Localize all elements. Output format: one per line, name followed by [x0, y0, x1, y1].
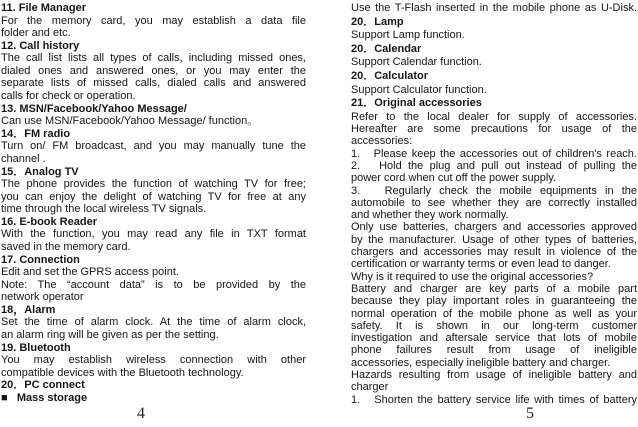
body-text-line: automobile to see whether they are correctly installed: [351, 196, 637, 209]
page-number-right: 5: [526, 405, 534, 422]
body-text-line: Hazards resulting from usage of ineligible battery and: [351, 368, 637, 381]
body-text-line: separate lists of missed calls, dialed calls and answered: [1, 77, 306, 90]
page-number-left: 4: [137, 405, 145, 422]
body-text-line: The call list lists all types of calls, including missed ones,: [1, 52, 306, 65]
body-text-line: time through the local wireless TV signals.: [1, 203, 207, 216]
body-text-line: calls for check or operation.: [1, 90, 136, 103]
body-text-line: Set the time of alarm clock. At the time of alarm clock,: [1, 316, 306, 329]
body-text-line: you can enjoy the delight of watching TV for free at any: [1, 190, 306, 203]
body-text-line: Turn on/ FM broadcast, and you may manually tune the: [1, 140, 306, 153]
body-text-line: network operator: [1, 291, 84, 304]
body-text-line: The phone provides the function of watching TV for free;: [1, 178, 306, 191]
body-text-line: compatible devices with the Bluetooth technology.: [1, 366, 244, 379]
section-heading-line: 20．Lamp: [351, 15, 404, 28]
body-text-line: and whether they work normally.: [351, 209, 509, 222]
body-text-line: power cord when cut off the power supply.: [351, 172, 557, 185]
body-text-line: Support Lamp function.: [351, 29, 465, 42]
body-text-line: by the manufacturer. Usage of other types of batteries,: [351, 233, 637, 246]
body-text-line: certification or warranty terms or even lead to danger.: [351, 258, 611, 271]
body-text-line: Support Calendar function.: [351, 56, 482, 69]
body-text-line: chargers and accessories may result in violence of the: [351, 246, 637, 259]
section-heading-line: 21．Original accessories: [351, 97, 482, 110]
body-text-line: accessories, especially ineligible battery and charger.: [351, 356, 611, 369]
page-right-text-column: [351, 2, 637, 406]
body-text-line: investigation and aftersale service that lots of mobile: [351, 332, 637, 345]
section-heading-line: 17. Connection: [1, 253, 80, 266]
body-text-line: accessories:: [351, 135, 413, 148]
section-heading-line: 12. Call history: [1, 39, 80, 52]
body-text-line: 2. Hold the plug and pull out instead of pulling the: [351, 159, 637, 172]
page-left-text-column: [1, 2, 306, 405]
body-text-line: because they play important roles in guaranteeing the: [351, 295, 637, 308]
body-text-line: Use the T-Flash inserted in the mobile phone as U-Disk.: [351, 2, 637, 14]
section-heading-line: 16. E-book Reader: [1, 215, 97, 228]
body-text-line: Edit and set the GPRS access point.: [1, 266, 179, 279]
body-text-line: dialed ones and answered ones, or you may enter the: [1, 64, 306, 77]
manual-page-left: [1, 2, 306, 405]
section-heading-line: 20．Calendar: [351, 42, 422, 55]
body-text-line: Battery and charger are key parts of a mobile part: [351, 282, 637, 295]
body-text-line: normal operation of the mobile phone as well as your: [351, 307, 637, 320]
section-heading-line: 11. File Manager: [1, 2, 86, 14]
body-text-line: Can use MSN/Facebook/Yahoo Message/ function。: [1, 115, 259, 128]
body-text-line: Support Calculator function.: [351, 83, 487, 96]
body-text-line: Note: The “account data” is to be provided by the: [1, 278, 306, 291]
section-heading-line: 15．Analog TV: [1, 165, 79, 178]
body-text-line: Why is it required to use the original accessories?: [351, 270, 594, 283]
manual-page-right: [351, 2, 637, 406]
section-heading-line: 18，Alarm: [1, 303, 56, 316]
body-text-line: 1. Shorten the battery service life with times of battery: [351, 393, 637, 406]
body-text-line: You may establish wireless connection with other: [1, 354, 306, 367]
body-text-line: charger: [351, 381, 389, 394]
body-text-line: 1. Please keep the accessories out of children's reach.: [351, 147, 637, 160]
section-heading-line: 14．FM radio: [1, 127, 71, 140]
body-text-line: an alarm ring will be given as per the setting.: [1, 329, 219, 342]
body-text-line: Only use batteries, chargers and accessories approved: [351, 221, 637, 234]
body-text-line: safety. It is shown in our long-term customer: [351, 319, 637, 332]
body-text-line: With the function, you may read any file in TXT format: [1, 228, 306, 241]
body-text-line: 3. Regularly check the mobile equipments in the: [351, 184, 637, 197]
section-heading-line: 19. Bluetooth: [1, 341, 71, 354]
body-text-line: saved in the memory card.: [1, 240, 131, 253]
section-heading-line: 13. MSN/Facebook/Yahoo Message/: [1, 102, 187, 115]
body-text-line: phone failures result from usage of ineligible: [351, 344, 637, 357]
bullet-heading-line: ■ Mass storage: [1, 391, 88, 404]
body-text-line: For the memory card, you may establish a data file: [1, 14, 306, 27]
body-text-line: folder and etc.: [1, 27, 71, 40]
body-text-line: Hereafter are some precautions for usage of the: [351, 123, 637, 136]
body-text-line: Refer to the local dealer for supply of accessories.: [351, 110, 637, 123]
body-text-line: channel .: [1, 152, 46, 165]
section-heading-line: 20．PC connect: [1, 379, 85, 392]
section-heading-line: 20．Calculator: [351, 69, 429, 82]
